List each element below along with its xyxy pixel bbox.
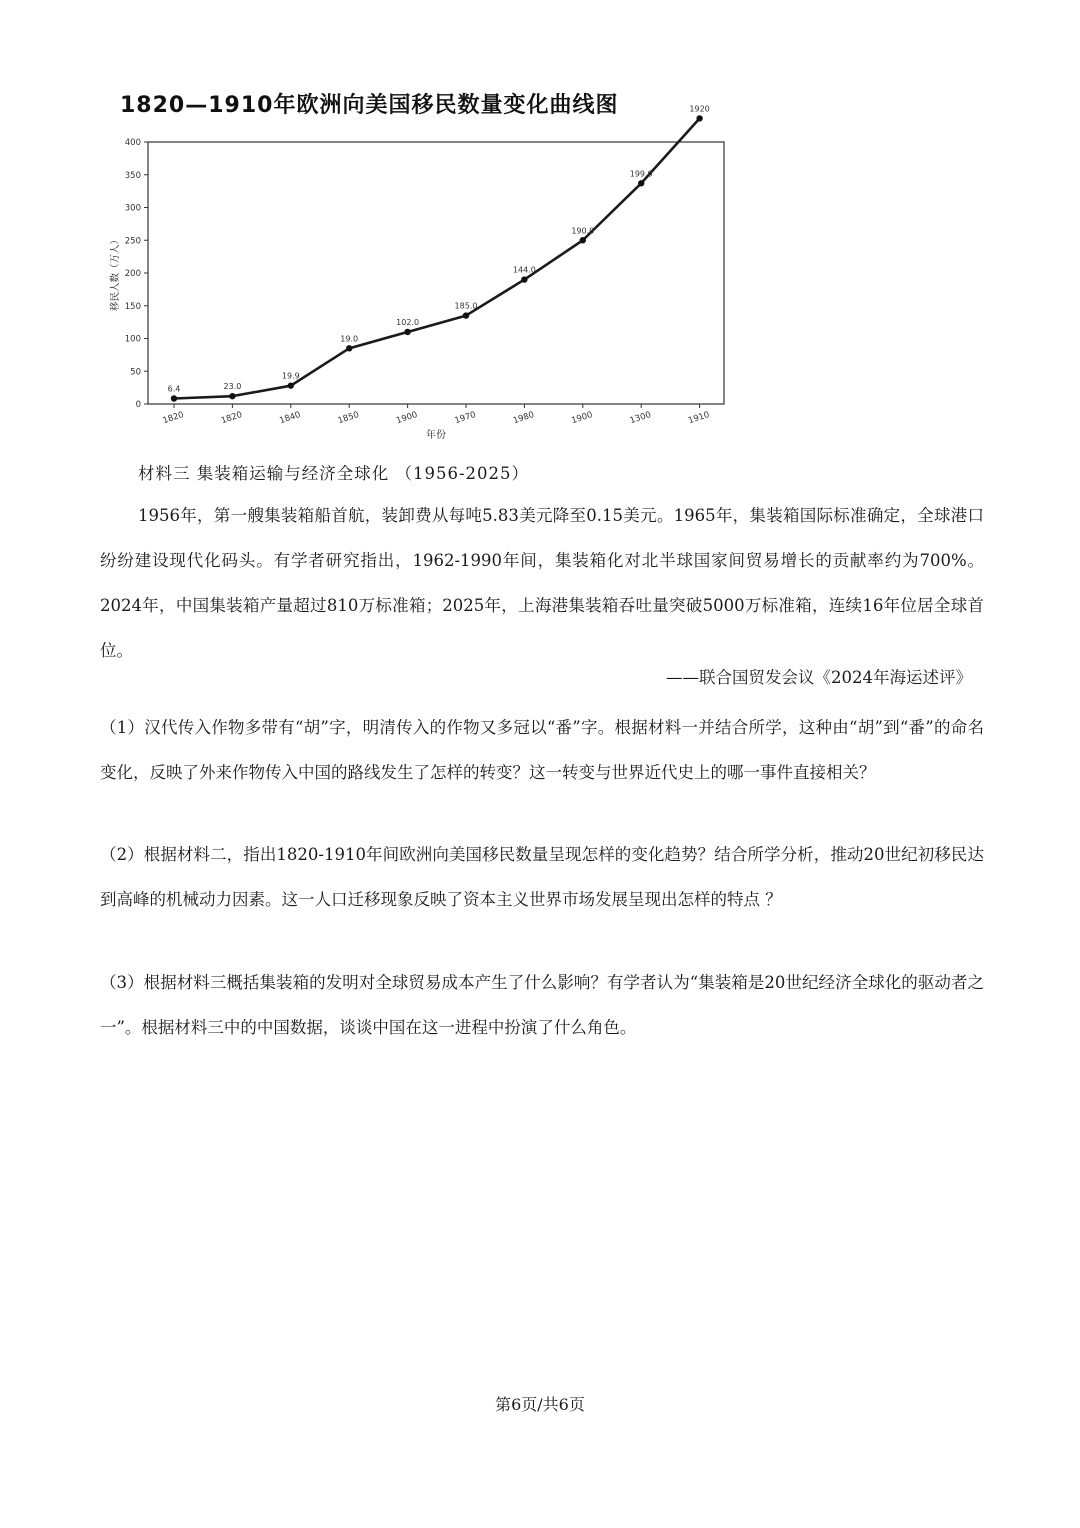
y-tick-label: 350 <box>124 170 141 181</box>
material3-source: ——联合国贸发会议《2024年海运述评》 <box>666 668 972 687</box>
material3-body: 1956年，第一艘集装箱船首航，装卸费从每吨5.83美元降至0.15美元。1965年，集装箱国际标准确定，全球港口纷纷建设现代化码头。有学者研究指出，1962-1990年间，集装箱化对北半球国家间贸易增长的贡献率约为700%。2024年，中国集装箱产量超过810万标准箱；2025年，上海港集装箱吞吐量突破5000万标准箱，连续16年位居全球首位。 <box>100 506 984 660</box>
y-tick-label: 300 <box>124 203 141 214</box>
question-1: （1）汉代传入作物多带有“胡”字，明清传入的作物又多冠以“番”字。根据材料一并结合所学，这种由“胡”到“番”的命名变化，反映了外来作物传入中国的路线发生了怎样的转变？这一转变与世界近代史上的哪一事件直接相关？ <box>100 718 984 782</box>
x-tick-label: 1850 <box>336 409 361 427</box>
x-tick-label: 1820 <box>161 409 186 427</box>
question-3: （3）根据材料三概括集装箱的发明对全球贸易成本产生了什么影响？有学者认为“集装箱是20世纪经济全球化的驱动者之一”。根据材料三中的中国数据，谈谈中国在这一进程中扮演了什么角色。 <box>100 973 984 1037</box>
data-point <box>696 115 702 121</box>
data-label: 199.0 <box>629 169 653 179</box>
x-axis-label: 年份 <box>426 430 446 441</box>
x-tick-label: 1900 <box>395 409 419 427</box>
chart-title: 1820—1910年欧洲向美国移民数量变化曲线图 <box>120 93 619 118</box>
data-point <box>404 329 410 335</box>
data-point <box>580 237 586 243</box>
question-2: （2）根据材料二，指出1820-1910年间欧洲向美国移民数量呈现怎样的变化趋势？结合所学分析，推动20世纪初移民达到高峰的机械动力因素。这一人口迁移现象反映了资本主义世界市场发展呈现出怎样的特点 ？ <box>100 845 984 909</box>
x-tick-label: 1300 <box>628 409 653 427</box>
y-tick-label: 50 <box>130 367 141 378</box>
data-point <box>638 180 644 186</box>
y-tick-label: 200 <box>124 269 141 279</box>
x-tick-label: 1910 <box>687 409 711 427</box>
x-tick-label: 1840 <box>278 409 303 427</box>
data-label: 6.4 <box>167 384 181 394</box>
y-tick-label: 400 <box>124 138 141 148</box>
page-footer: 第6页/共6页 <box>495 1395 585 1414</box>
data-label: 23.0 <box>223 382 242 392</box>
data-label: 102.0 <box>396 317 420 327</box>
x-tick-label: 1900 <box>570 409 595 427</box>
y-tick-label: 250 <box>124 236 141 247</box>
material3-heading: 材料三 集装箱运输与经济全球化 （1956-2025） <box>138 464 530 483</box>
data-label: 190.0 <box>571 226 595 236</box>
data-point <box>346 345 352 351</box>
x-tick-label: 1820 <box>219 409 244 427</box>
data-point <box>171 395 177 401</box>
chart-series <box>168 104 710 401</box>
data-point <box>229 393 235 399</box>
data-point <box>463 312 469 318</box>
y-tick-label: 150 <box>124 301 141 312</box>
data-label: 19.9 <box>281 371 300 381</box>
y-tick-label: 100 <box>124 334 141 345</box>
x-tick-label: 1980 <box>511 409 536 427</box>
chart-axes <box>109 138 724 441</box>
plot-frame <box>148 142 724 404</box>
series-line <box>174 118 700 398</box>
y-tick-label: 0 <box>135 400 141 410</box>
y-axis-label: 移民人数（万人） <box>110 234 121 312</box>
data-label: 1920 <box>689 104 710 114</box>
data-point <box>288 382 294 388</box>
data-label: 19.0 <box>340 334 359 344</box>
data-point <box>521 276 527 282</box>
x-tick-label: 1970 <box>453 409 478 427</box>
data-label: 185.0 <box>454 301 478 311</box>
data-label: 144.0 <box>512 265 536 275</box>
